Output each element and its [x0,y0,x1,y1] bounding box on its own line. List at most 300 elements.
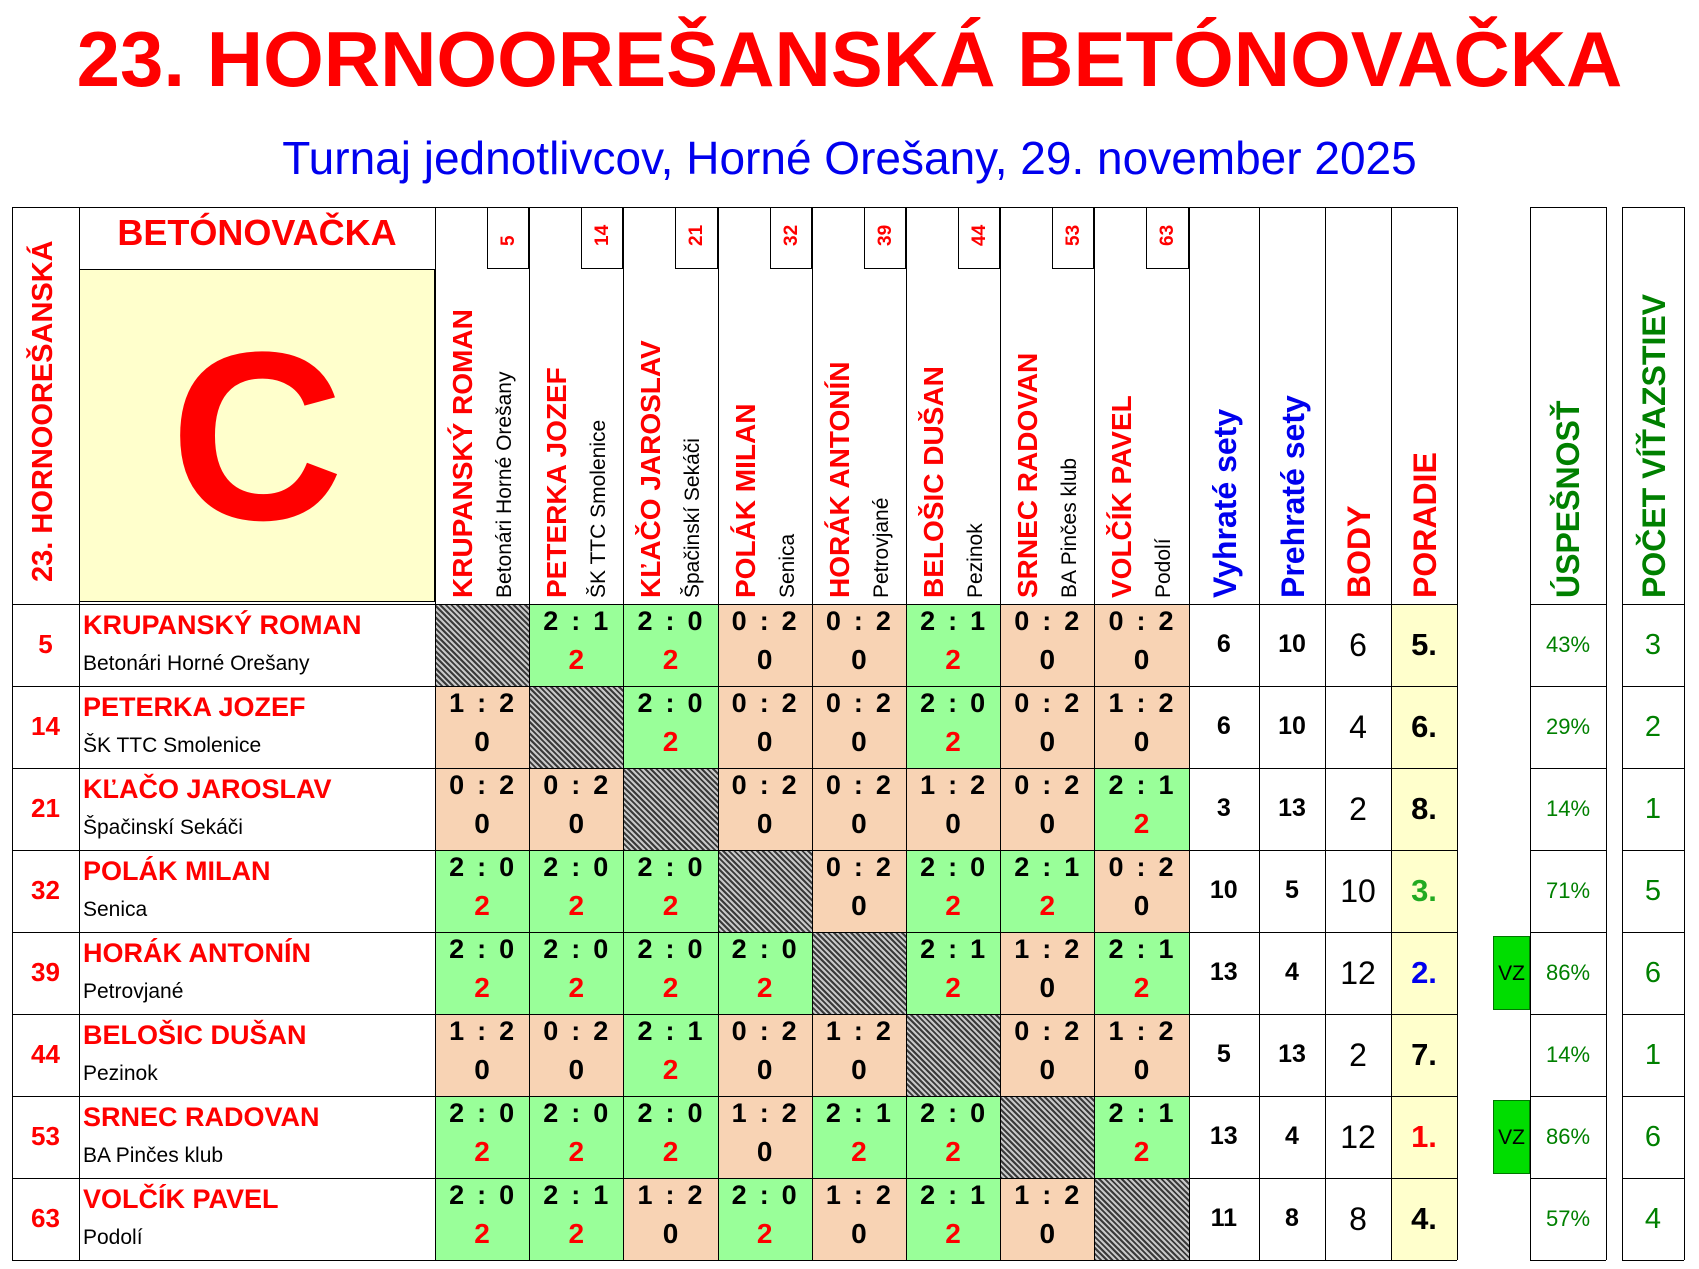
match-cell [529,850,623,932]
lost-sets-value: 10 [1278,630,1306,658]
vz-badge: VZ [1493,1100,1530,1174]
sets-lost: 2 [687,1180,704,1210]
sets-won: 1 [825,1180,842,1210]
score-separator: : [948,688,959,718]
score-separator: : [665,688,676,718]
lost-sets-value: 5 [1285,876,1299,904]
grid-hline [1622,1260,1684,1261]
grid-hline [12,1014,1457,1015]
match-cell [623,1014,717,1096]
grid-hline [1622,932,1684,933]
grid-hline [1622,1178,1684,1179]
sets-won: 2 [825,1098,842,1128]
grid-hline [12,1260,1457,1261]
match-score [529,852,623,883]
match-cell [1094,768,1188,850]
sets-won: 2 [1108,770,1125,800]
sets-lost: 0 [499,1098,516,1128]
score-separator: : [948,1098,959,1128]
match-points: 2 [1133,1136,1150,1167]
sets-lost: 2 [781,1098,798,1128]
match-score [1094,852,1188,883]
column-number-text: 53 [1063,224,1085,246]
score-separator: : [1136,934,1147,964]
match-points: 2 [474,1218,490,1249]
row-player-name: HORÁK ANTONÍN [83,938,311,968]
match-score [906,1098,1000,1129]
match-score [1094,1016,1188,1047]
sets-won: 1 [1014,934,1031,964]
sets-lost: 2 [593,770,610,800]
match-score [1000,1180,1094,1211]
wins-value: 5 [1644,875,1662,907]
grid-hline [1530,1014,1606,1015]
row-player-number: 5 [38,629,53,659]
sets-won: 0 [1108,852,1125,882]
score-separator: : [759,934,770,964]
row-player-number: 63 [31,1203,60,1233]
column-player-number [581,207,623,269]
sets-lost: 0 [781,1180,798,1210]
grid-vline [1457,207,1458,1260]
sets-lost: 2 [1158,1016,1175,1046]
match-points: 0 [474,808,490,839]
column-player-number [1146,207,1188,269]
match-score [1000,1016,1094,1047]
match-cell [718,932,812,1014]
score-separator: : [759,1016,770,1046]
score-separator: : [948,770,959,800]
match-points: 0 [756,1054,773,1085]
sets-won: 2 [449,1180,466,1210]
sets-lost: 1 [970,1180,987,1210]
match-points: 0 [1039,644,1056,675]
grid-vline [1530,207,1531,1260]
match-cell [435,1096,529,1178]
match-score [435,770,529,801]
won-sets-value: 5 [1216,1040,1231,1068]
column-player-club: Podolí [1152,538,1176,598]
sets-won: 2 [543,1098,560,1128]
score-separator: : [1042,852,1053,882]
match-points: 0 [1133,644,1150,675]
match-score [906,1180,1000,1211]
match-points: 2 [568,972,585,1003]
sets-won: 2 [1108,934,1125,964]
grid-vline [623,207,624,1260]
match-points: 0 [851,644,867,675]
success-value: 14% [1545,796,1591,821]
sets-lost: 1 [970,934,987,964]
sets-lost: 2 [875,770,892,800]
row-player-number: 53 [31,1121,60,1151]
grid-vline [1000,207,1001,1260]
points-value: 12 [1340,955,1376,991]
page-subtitle: Turnaj jednotlivcov, Horné Orešany, 29. november 2025 [282,132,1417,184]
match-points: 2 [568,644,585,675]
score-separator: : [853,1180,864,1210]
wins-value: 2 [1644,711,1662,743]
column-number-text: 44 [969,224,990,246]
self-match-cell [812,932,906,1014]
score-separator: : [665,1098,676,1128]
sets-lost: 0 [970,1098,987,1128]
sets-lost: 0 [593,852,610,882]
sets-lost: 1 [1064,852,1081,882]
grid-vline [1189,207,1190,1260]
sets-won: 2 [1108,1098,1125,1128]
match-points: 2 [568,1218,585,1249]
score-separator: : [477,770,488,800]
column-player-number [675,207,717,269]
match-cell [623,1178,717,1260]
match-score [529,770,623,801]
score-separator: : [1136,606,1147,636]
score-separator: : [948,606,959,636]
won-sets-value: 13 [1209,1122,1238,1150]
lost-sets-value: 4 [1285,958,1299,986]
score-separator: : [853,770,864,800]
sets-lost: 1 [687,1016,704,1046]
sets-lost: 2 [499,770,516,800]
sets-lost: 0 [970,688,987,718]
grid-hline [1530,932,1606,933]
match-score [906,934,1000,965]
match-score [1000,606,1094,637]
match-score [718,770,812,801]
sets-won: 2 [920,1180,937,1210]
score-separator: : [571,606,582,636]
sets-won: 0 [731,606,748,636]
sets-lost: 1 [875,1098,892,1128]
match-cell [1000,1014,1094,1096]
match-cell [718,1178,812,1260]
score-separator: : [665,934,676,964]
row-player-number: 39 [31,957,60,987]
score-separator: : [759,770,770,800]
score-separator: : [1042,934,1053,964]
sets-won: 2 [920,934,937,964]
rank-value: 3. [1411,873,1437,908]
match-points: 2 [945,1136,961,1167]
match-points: 2 [662,972,679,1003]
match-points: 2 [1133,972,1150,1003]
match-cell [906,1178,1000,1260]
row-player-club: Petrovjané [83,980,184,1003]
match-score [812,1180,906,1211]
self-match-cell [1000,1096,1094,1178]
wins-value: 6 [1644,957,1662,989]
grid-hline [1622,850,1684,851]
grid-vline [1094,207,1095,1260]
match-cell [435,686,529,768]
match-points: 0 [851,1054,867,1085]
wins-header: POČET VÍŤAZSTIEV [1636,293,1672,598]
lost-sets-value: 13 [1278,794,1306,822]
match-score [1094,606,1188,637]
match-points: 2 [945,1218,961,1249]
sets-won: 2 [637,934,654,964]
sets-lost: 1 [970,606,987,636]
match-score [435,852,529,883]
match-score [529,1098,623,1129]
column-number-text: 39 [874,224,896,246]
match-cell [906,604,1000,686]
match-points: 0 [945,808,961,839]
score-separator: : [1136,688,1147,718]
match-cell [718,604,812,686]
match-points: 2 [945,644,961,675]
column-player-name: KRUPANSKÝ ROMAN [447,309,478,598]
wins-value: 6 [1644,1121,1662,1153]
score-separator: : [759,688,770,718]
wins-value: 3 [1644,629,1662,661]
score-separator: : [948,934,959,964]
match-points: 0 [662,1218,679,1249]
match-points: 0 [474,726,490,757]
sets-lost: 2 [1064,934,1081,964]
match-score [435,1016,529,1047]
match-cell [435,850,529,932]
match-cell [529,768,623,850]
match-points: 0 [1039,726,1056,757]
grid-vline [435,207,436,1260]
match-score [1000,934,1094,965]
sets-lost: 2 [781,770,798,800]
won-sets-value: 11 [1210,1204,1237,1232]
match-cell [812,1096,906,1178]
score-separator: : [853,1098,864,1128]
sets-won: 2 [637,1016,654,1046]
self-match-cell [623,768,717,850]
match-cell [1000,1178,1094,1260]
sets-lost: 2 [1064,1180,1081,1210]
match-points: 2 [945,726,961,757]
sets-won: 0 [731,688,748,718]
score-separator: : [477,1180,488,1210]
sets-lost: 0 [687,606,704,636]
match-points: 0 [756,726,773,757]
match-points: 2 [662,644,679,675]
score-separator: : [759,1180,770,1210]
sets-won: 2 [637,606,654,636]
match-score [812,1098,906,1129]
match-cell [623,932,717,1014]
rank-value: 1. [1411,1119,1437,1154]
score-separator: : [477,1016,488,1046]
sets-won: 2 [920,852,937,882]
score-separator: : [1042,1016,1053,1046]
sets-lost: 2 [1064,606,1081,636]
lost-sets-value: 13 [1278,1040,1306,1068]
sets-won: 2 [543,606,560,636]
row-player-number: 32 [31,875,60,905]
match-cell [718,768,812,850]
grid-hline [12,1096,1457,1097]
sets-won: 0 [543,1016,560,1046]
success-value: 29% [1545,714,1591,739]
match-score [1000,688,1094,719]
match-score [1094,688,1188,719]
match-points: 0 [851,1218,867,1249]
sets-lost: 2 [1064,770,1081,800]
match-cell [623,850,717,932]
match-cell [1000,850,1094,932]
match-points: 0 [568,808,585,839]
won-sets-value: 6 [1216,712,1231,740]
column-player-club: Senica [775,533,799,598]
score-separator: : [1042,1180,1053,1210]
sets-lost: 1 [593,606,610,636]
score-separator: : [1136,1016,1147,1046]
row-player-club: Pezinok [83,1062,158,1085]
success-value: 71% [1545,878,1591,903]
row-player-name: POLÁK MILAN [83,856,271,886]
grid-vline [12,207,13,1260]
sets-lost: 0 [593,934,610,964]
self-match-cell [906,1014,1000,1096]
points-value: 8 [1349,1201,1367,1237]
row-player-club: BA Pinčes klub [83,1144,224,1167]
match-cell [906,686,1000,768]
match-score [623,606,717,637]
match-score [1094,770,1188,801]
match-score [718,934,812,965]
success-value: 14% [1545,1042,1591,1067]
sets-lost: 2 [875,606,892,636]
match-score [906,852,1000,883]
match-cell [718,1096,812,1178]
match-cell [812,850,906,932]
sets-won: 2 [449,852,466,882]
match-score [906,770,1000,801]
sets-won: 1 [449,688,466,718]
match-score [718,688,812,719]
match-points: 2 [662,726,679,757]
match-score [718,606,812,637]
grid-hline [1622,768,1684,769]
score-separator: : [1042,606,1053,636]
match-cell [435,1014,529,1096]
column-player-club: Pezinok [964,523,987,598]
column-number-text: 14 [592,224,614,246]
sets-won: 1 [731,1098,748,1128]
sets-lost: 2 [1158,852,1175,882]
row-player-name: VOLČÍK PAVEL [83,1184,279,1214]
match-cell [906,850,1000,932]
sets-won: 1 [1014,1180,1031,1210]
score-separator: : [571,934,582,964]
grid-vline [812,207,813,1260]
match-points: 0 [851,726,867,757]
match-points: 0 [474,1054,490,1085]
grid-hline [12,850,1457,851]
self-match-cell [529,686,623,768]
score-separator: : [571,1098,582,1128]
grid-hline [1530,768,1606,769]
grid-hline [12,932,1457,933]
sets-won: 0 [1108,606,1125,636]
sets-won: 2 [543,1180,560,1210]
wins-value: 1 [1644,1039,1662,1071]
match-points: 0 [1039,1054,1056,1085]
match-points: 2 [662,1136,679,1167]
sets-lost: 1 [1158,770,1175,800]
match-points: 2 [1133,808,1150,839]
row-player-name: KĽAČO JAROSLAV [83,774,332,804]
sets-lost: 2 [1158,606,1175,636]
match-score [1000,852,1094,883]
sets-lost: 0 [499,934,516,964]
match-cell [529,604,623,686]
row-player-club: Senica [83,898,148,921]
match-points: 2 [756,972,773,1003]
score-separator: : [1042,688,1053,718]
match-cell [1094,850,1188,932]
score-separator: : [1042,770,1053,800]
score-separator: : [853,606,864,636]
match-score [623,688,717,719]
score-separator: : [948,852,959,882]
match-cell [812,686,906,768]
grid-hline [1622,1096,1684,1097]
sets-won: 0 [1014,770,1031,800]
sets-won: 0 [731,770,748,800]
row-player-number: 21 [31,793,60,823]
row-player-club: Podolí [83,1226,143,1249]
score-separator: : [665,1016,676,1046]
sets-won: 0 [731,1016,748,1046]
success-value: 86% [1545,1124,1591,1149]
points-value: 4 [1349,709,1367,745]
column-player-name: HORÁK ANTONÍN [823,361,855,598]
match-cell [1094,1096,1188,1178]
match-score [529,1016,623,1047]
match-score [623,852,717,883]
success-value: 43% [1545,632,1591,657]
match-points: 2 [851,1136,867,1167]
score-separator: : [759,606,770,636]
score-separator: : [477,688,488,718]
match-score [529,1180,623,1211]
column-player-name: PETERKA JOZEF [541,367,573,598]
grid-hline [1530,604,1606,605]
sets-lost: 2 [499,1016,516,1046]
match-points: 2 [662,890,679,921]
rank-value: 2. [1411,955,1437,990]
sets-lost: 2 [1064,688,1081,718]
sets-lost: 2 [781,688,798,718]
match-cell [718,686,812,768]
score-separator: : [477,934,488,964]
match-cell [1000,932,1094,1014]
match-points: 0 [756,808,773,839]
match-score [906,688,1000,719]
grid-vline [529,207,530,1260]
grid-vline [718,207,719,1260]
match-score [623,1098,717,1129]
column-number-text: 32 [780,224,802,246]
match-cell [1000,604,1094,686]
sets-won: 2 [731,934,748,964]
column-player-club: Špačinskí Sekáči [681,438,705,598]
page-title: 23. HORNOOREŠANSKÁ BETÓNOVAČKA [76,15,1623,103]
rank-value: 7. [1411,1037,1437,1072]
sets-lost: 2 [781,606,798,636]
sets-lost: 2 [593,1016,610,1046]
sets-won: 2 [920,688,937,718]
won-sets-value: 10 [1209,876,1238,904]
